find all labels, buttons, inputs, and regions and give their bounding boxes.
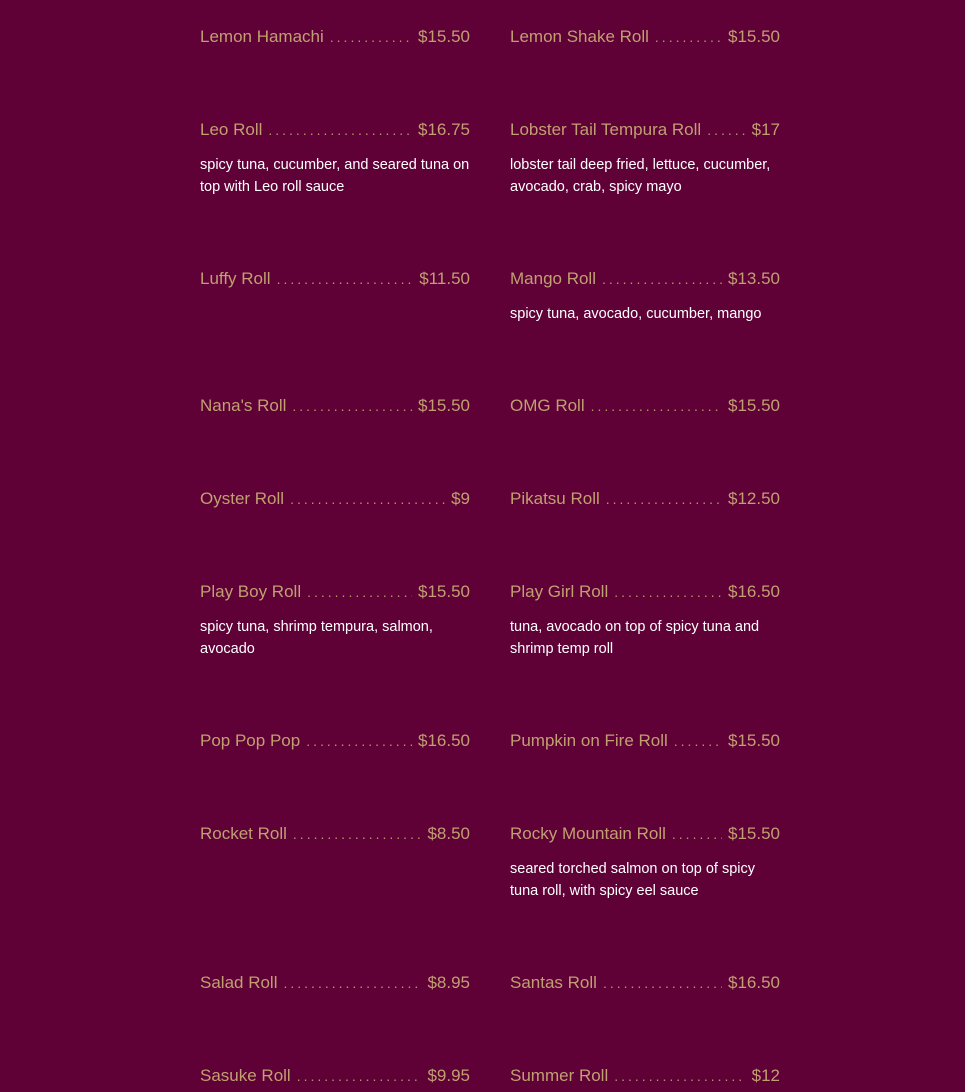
item-name: Play Girl Roll	[510, 582, 609, 601]
item-price: $12	[751, 1066, 780, 1085]
item-price: $8.50	[427, 824, 470, 843]
item-price: $16.50	[728, 973, 780, 992]
dot-leader	[330, 26, 412, 48]
item-name: Pop Pop Pop	[200, 731, 301, 750]
item-name: OMG Roll	[510, 396, 585, 415]
item-name: Lemon Hamachi	[200, 27, 324, 46]
menu-item-play-boy-roll[interactable]	[200, 581, 470, 660]
item-description: spicy tuna, cucumber, and seared tuna on top with Leo roll sauce	[200, 157, 470, 195]
item-name: Nana's Roll	[200, 396, 287, 415]
item-price: $11.50	[419, 269, 470, 288]
menu-item-lobster-tail-tempura-roll[interactable]	[510, 119, 780, 198]
item-name: Lobster Tail Tempura Roll	[510, 120, 702, 139]
dot-leader	[614, 581, 722, 603]
menu-item-lemon-shake-roll[interactable]	[510, 26, 780, 48]
item-name: Rocky Mountain Roll	[510, 824, 666, 843]
item-price: $15.50	[728, 731, 780, 750]
menu-item-pop-pop-pop[interactable]	[200, 730, 470, 752]
item-description: spicy tuna, avocado, cucumber, mango	[510, 306, 762, 322]
item-name: Santas Roll	[510, 973, 597, 992]
dot-leader	[293, 823, 422, 845]
item-name: Luffy Roll	[200, 269, 271, 288]
menu-item-nanas-roll[interactable]	[200, 395, 470, 417]
dot-leader	[290, 488, 445, 510]
item-name: Summer Roll	[510, 1066, 609, 1085]
dot-leader	[603, 972, 722, 994]
dot-leader	[284, 972, 422, 994]
item-name: Pumpkin on Fire Roll	[510, 731, 668, 750]
menu-item-pikatsu-roll[interactable]	[510, 488, 780, 510]
item-price: $15.50	[418, 582, 470, 601]
item-name: Play Boy Roll	[200, 582, 302, 601]
item-description: seared torched salmon on top of spicy tuna roll, with spicy eel sauce	[510, 861, 756, 899]
menu-item-oyster-roll[interactable]	[200, 488, 470, 510]
dot-leader	[292, 395, 412, 417]
item-name: Lemon Shake Roll	[510, 27, 649, 46]
item-price: $9	[451, 489, 470, 508]
item-price: $17	[751, 120, 780, 139]
menu-item-santas-roll[interactable]	[510, 972, 780, 994]
dot-leader	[591, 395, 722, 417]
item-price: $15.50	[728, 824, 780, 843]
item-price: $9.95	[427, 1066, 470, 1085]
item-price: $15.50	[728, 27, 780, 46]
item-name: Oyster Roll	[200, 489, 285, 508]
item-name: Leo Roll	[200, 120, 263, 139]
dot-leader	[672, 823, 722, 845]
dot-leader	[614, 1065, 745, 1087]
item-price: $15.50	[728, 396, 780, 415]
item-price: $16.50	[728, 582, 780, 601]
dot-leader	[277, 268, 414, 290]
item-name: Sasuke Roll	[200, 1066, 291, 1085]
menu-item-salad-roll[interactable]	[200, 972, 470, 994]
dot-leader	[655, 26, 722, 48]
menu-item-mango-roll[interactable]	[510, 268, 780, 325]
menu-item-rocky-mountain-roll[interactable]	[510, 823, 780, 902]
item-name: Mango Roll	[510, 269, 596, 288]
item-price: $16.75	[418, 120, 470, 139]
dot-leader	[674, 730, 722, 752]
dot-leader	[606, 488, 722, 510]
menu-item-rocket-roll[interactable]	[200, 823, 470, 845]
menu-item-summer-roll[interactable]	[510, 1065, 780, 1087]
dot-leader	[602, 268, 722, 290]
item-price: $16.50	[418, 731, 470, 750]
dot-leader	[268, 119, 412, 141]
item-name: Salad Roll	[200, 973, 278, 992]
menu-item-pumpkin-on-fire-roll[interactable]	[510, 730, 780, 752]
menu-item-omg-roll[interactable]	[510, 395, 780, 417]
menu-item-sasuke-roll[interactable]	[200, 1065, 470, 1087]
dot-leader	[306, 730, 412, 752]
dot-leader	[297, 1065, 422, 1087]
item-description: spicy tuna, shrimp tempura, salmon, avocado	[200, 619, 433, 657]
item-price: $15.50	[418, 27, 470, 46]
item-price: $8.95	[427, 973, 470, 992]
menu-item-luffy-roll[interactable]	[200, 268, 470, 290]
menu-item-play-girl-roll[interactable]	[510, 581, 780, 660]
item-name: Rocket Roll	[200, 824, 287, 843]
item-price: $12.50	[728, 489, 780, 508]
item-price: $13.50	[728, 269, 780, 288]
item-description: lobster tail deep fried, lettuce, cucumber, avocado, crab, spicy mayo	[510, 157, 771, 195]
menu-item-leo-roll[interactable]	[200, 119, 470, 198]
item-name: Pikatsu Roll	[510, 489, 600, 508]
menu-item-lemon-hamachi[interactable]	[200, 26, 470, 48]
dot-leader	[707, 119, 745, 141]
item-price: $15.50	[418, 396, 470, 415]
item-description: tuna, avocado on top of spicy tuna and shrimp temp roll	[510, 619, 760, 657]
dot-leader	[307, 581, 412, 603]
